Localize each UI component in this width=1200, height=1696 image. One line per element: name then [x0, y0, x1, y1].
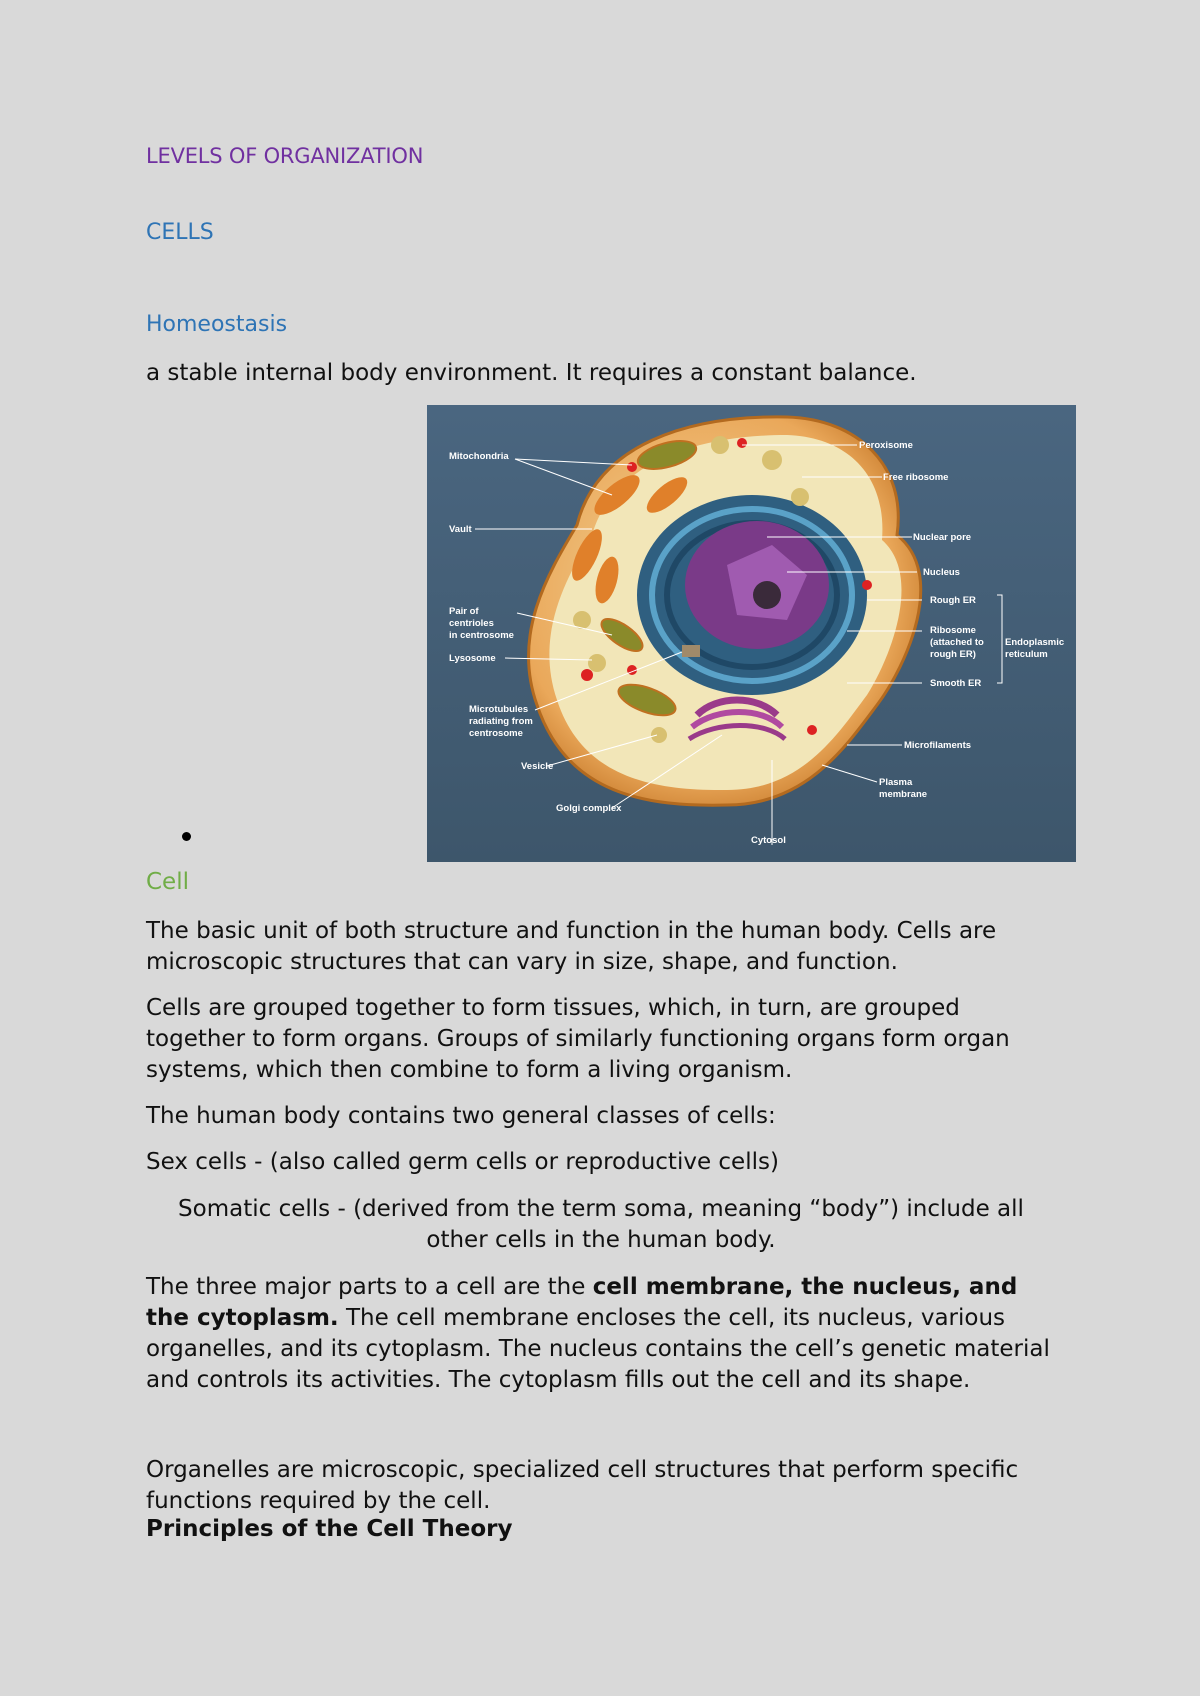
label-microfilaments: Microfilaments — [904, 740, 972, 751]
paragraph-cell-classes: The human body contains two general classes of cells: — [146, 1103, 776, 1129]
label-rough-er-paren: rough ER) — [930, 649, 976, 660]
label-centrosome: centrosome — [469, 728, 523, 739]
label-peroxisome: Peroxisome — [859, 440, 913, 451]
document-title: LEVELS OF ORGANIZATION — [146, 144, 424, 168]
label-reticulum: reticulum — [1005, 649, 1048, 660]
label-vault: Vault — [449, 524, 472, 535]
label-mitochondria: Mitochondria — [449, 451, 509, 462]
label-free-ribosome: Free ribosome — [883, 472, 949, 483]
paragraph-somatic-cells: Somatic cells - (derived from the term soma, meaning “body”) include all other cells in the human body. — [178, 1196, 1024, 1253]
paragraph-tissues-organs: Cells are grouped together to form tissues, which, in turn, are grouped together to form organs. Groups of similarly functioning organs form organ systems, which then combine to form a living organism. — [146, 995, 1010, 1083]
label-lysosome: Lysosome — [449, 653, 496, 664]
label-rough-er: Rough ER — [930, 595, 976, 606]
label-plasma: Plasma — [879, 777, 913, 788]
animal-cell-diagram — [427, 405, 1076, 862]
label-cytosol: Cytosol — [751, 835, 786, 846]
label-microtubules: Microtubules — [469, 704, 529, 715]
label-membrane: membrane — [879, 789, 928, 800]
label-endoplasmic: Endoplasmic — [1005, 637, 1065, 648]
paragraph-cell-parts — [146, 1272, 1056, 1396]
label-smooth-er: Smooth ER — [930, 678, 982, 689]
section-heading-cells: CELLS — [146, 220, 214, 245]
label-ribosome: Ribosome — [930, 625, 976, 636]
cell-parts-bold: cell membrane, the nucleus, and the cytoplasm. — [146, 1274, 1018, 1331]
label-in-centrosome: in centrosome — [449, 630, 514, 641]
label-attached-to: (attached to — [930, 637, 984, 648]
paragraph-cell-definition: The basic unit of both structure and function in the human body. Cells are microscopic structures that can vary in size, shape, and function. — [146, 918, 997, 975]
cell-parts-intro: The three major parts to a cell are the — [146, 1274, 593, 1300]
paragraph-sex-cells: Sex cells - (also called germ cells or reproductive cells) — [146, 1149, 779, 1175]
cell-heading: Cell — [146, 869, 189, 895]
label-nuclear-pore: Nuclear pore — [913, 532, 972, 543]
bullet-dot — [182, 832, 191, 841]
homeostasis-heading: Homeostasis — [146, 312, 288, 337]
label-nucleus: Nucleus — [923, 567, 960, 578]
label-centrioles: centrioles — [449, 618, 494, 629]
label-pair-of: Pair of — [449, 606, 479, 617]
principles-heading: Principles of the Cell Theory — [146, 1516, 513, 1542]
cell-parts-rest: The cell membrane encloses the cell, its nucleus, various organelles, and its cytoplasm. The nucleus contains the cell’s genetic material and controls its activities. The cytoplasm fills out the cell and its shape. — [146, 1305, 1050, 1393]
homeostasis-definition: a stable internal body environment. It requires a constant balance. — [146, 360, 917, 386]
label-golgi-complex: Golgi complex — [556, 803, 622, 814]
label-vesicle: Vesicle — [521, 761, 554, 772]
label-radiating-from: radiating from — [469, 716, 533, 727]
paragraph-organelles: Organelles are microscopic, specialized cell structures that perform specific functions required by the cell. — [146, 1457, 1019, 1514]
